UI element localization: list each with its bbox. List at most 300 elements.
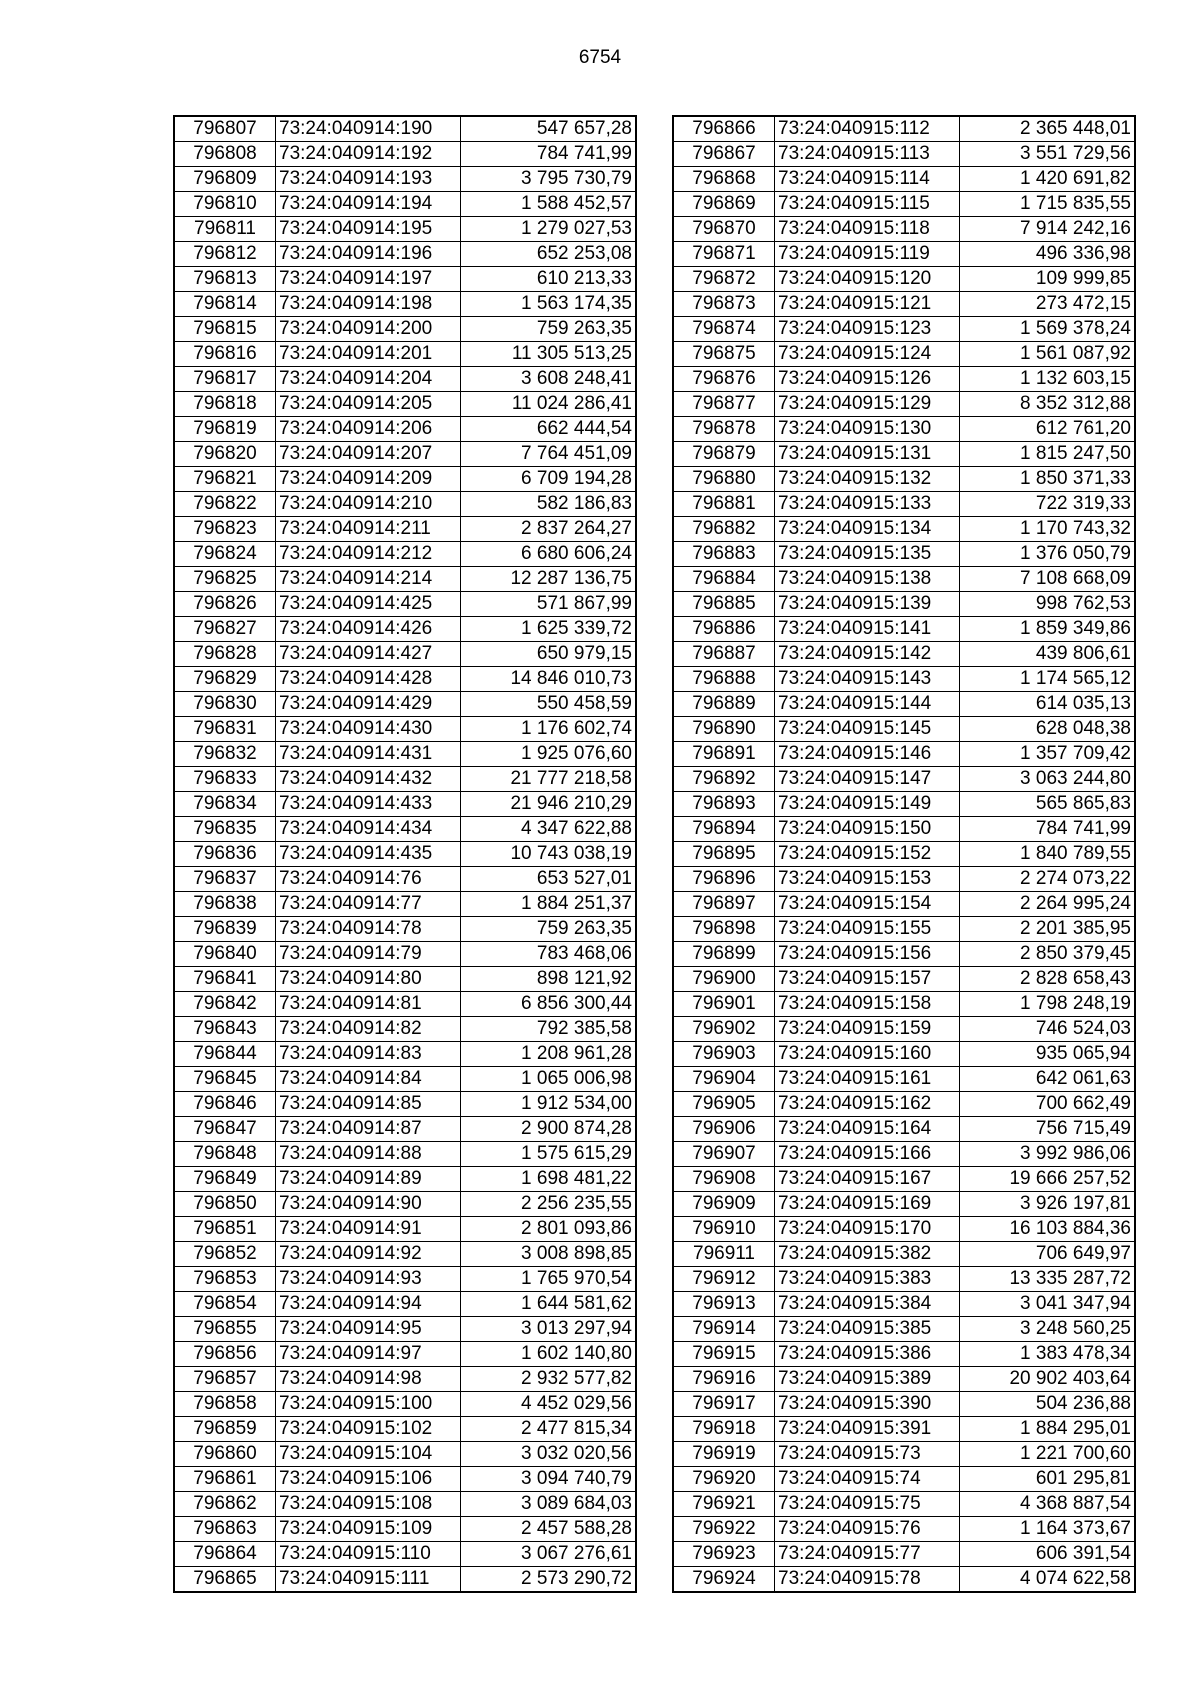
value-cell: 8 352 312,88 bbox=[960, 392, 1136, 417]
row-number-cell: 796807 bbox=[174, 116, 276, 142]
value-cell: 784 741,99 bbox=[461, 142, 637, 167]
value-cell: 2 850 379,45 bbox=[960, 942, 1136, 967]
cadastral-number-cell: 73:24:040914:98 bbox=[276, 1367, 461, 1392]
cadastral-number-cell: 73:24:040915:147 bbox=[775, 767, 960, 792]
value-cell: 2 573 290,72 bbox=[461, 1567, 637, 1593]
cadastral-number-cell: 73:24:040915:143 bbox=[775, 667, 960, 692]
row-number-cell: 796812 bbox=[174, 242, 276, 267]
value-cell: 547 657,28 bbox=[461, 116, 637, 142]
value-cell: 582 186,83 bbox=[461, 492, 637, 517]
table-row bbox=[673, 442, 1135, 467]
table-row bbox=[174, 1317, 636, 1342]
value-cell: 2 900 874,28 bbox=[461, 1117, 637, 1142]
cadastral-number-cell: 73:24:040915:111 bbox=[276, 1567, 461, 1593]
row-number-cell: 796914 bbox=[673, 1317, 775, 1342]
row-number-cell: 796892 bbox=[673, 767, 775, 792]
table-row bbox=[673, 567, 1135, 592]
row-number-cell: 796811 bbox=[174, 217, 276, 242]
cadastral-number-cell: 73:24:040915:119 bbox=[775, 242, 960, 267]
table-row bbox=[673, 617, 1135, 642]
table-row bbox=[673, 367, 1135, 392]
table-row bbox=[174, 1142, 636, 1167]
value-cell: 1 164 373,67 bbox=[960, 1517, 1136, 1542]
row-number-cell: 796913 bbox=[673, 1292, 775, 1317]
row-number-cell: 796882 bbox=[673, 517, 775, 542]
value-cell: 1 644 581,62 bbox=[461, 1292, 637, 1317]
row-number-cell: 796919 bbox=[673, 1442, 775, 1467]
row-number-cell: 796864 bbox=[174, 1542, 276, 1567]
cadastral-number-cell: 73:24:040914:198 bbox=[276, 292, 461, 317]
cadastral-number-cell: 73:24:040914:195 bbox=[276, 217, 461, 242]
value-cell: 1 884 251,37 bbox=[461, 892, 637, 917]
value-cell: 2 477 815,34 bbox=[461, 1417, 637, 1442]
row-number-cell: 796868 bbox=[673, 167, 775, 192]
table-row bbox=[673, 142, 1135, 167]
table-row bbox=[673, 942, 1135, 967]
cadastral-number-cell: 73:24:040914:433 bbox=[276, 792, 461, 817]
cadastral-number-cell: 73:24:040915:150 bbox=[775, 817, 960, 842]
row-number-cell: 796897 bbox=[673, 892, 775, 917]
row-number-cell: 796851 bbox=[174, 1217, 276, 1242]
value-cell: 706 649,97 bbox=[960, 1242, 1136, 1267]
value-cell: 1 279 027,53 bbox=[461, 217, 637, 242]
table-row bbox=[673, 767, 1135, 792]
table-row bbox=[174, 267, 636, 292]
row-number-cell: 796890 bbox=[673, 717, 775, 742]
row-number-cell: 796826 bbox=[174, 592, 276, 617]
value-cell: 3 248 560,25 bbox=[960, 1317, 1136, 1342]
table-row bbox=[673, 1542, 1135, 1567]
row-number-cell: 796900 bbox=[673, 967, 775, 992]
cadastral-number-cell: 73:24:040915:73 bbox=[775, 1442, 960, 1467]
row-number-cell: 796874 bbox=[673, 317, 775, 342]
table-row bbox=[174, 1467, 636, 1492]
row-number-cell: 796827 bbox=[174, 617, 276, 642]
row-number-cell: 796881 bbox=[673, 492, 775, 517]
value-cell: 2 801 093,86 bbox=[461, 1217, 637, 1242]
cadastral-number-cell: 73:24:040914:204 bbox=[276, 367, 461, 392]
table-row bbox=[673, 1067, 1135, 1092]
value-cell: 1 884 295,01 bbox=[960, 1417, 1136, 1442]
cadastral-number-cell: 73:24:040914:207 bbox=[276, 442, 461, 467]
table-row bbox=[174, 1292, 636, 1317]
row-number-cell: 796898 bbox=[673, 917, 775, 942]
value-cell: 1 925 076,60 bbox=[461, 742, 637, 767]
row-number-cell: 796840 bbox=[174, 942, 276, 967]
value-cell: 3 032 020,56 bbox=[461, 1442, 637, 1467]
table-row bbox=[673, 992, 1135, 1017]
value-cell: 759 263,35 bbox=[461, 917, 637, 942]
cadastral-number-cell: 73:24:040915:77 bbox=[775, 1542, 960, 1567]
row-number-cell: 796838 bbox=[174, 892, 276, 917]
value-cell: 7 108 668,09 bbox=[960, 567, 1136, 592]
cadastral-number-cell: 73:24:040915:384 bbox=[775, 1292, 960, 1317]
value-cell: 13 335 287,72 bbox=[960, 1267, 1136, 1292]
cadastral-number-cell: 73:24:040914:91 bbox=[276, 1217, 461, 1242]
value-cell: 652 253,08 bbox=[461, 242, 637, 267]
row-number-cell: 796809 bbox=[174, 167, 276, 192]
cadastral-number-cell: 73:24:040914:76 bbox=[276, 867, 461, 892]
table-row bbox=[174, 992, 636, 1017]
value-cell: 3 089 684,03 bbox=[461, 1492, 637, 1517]
row-number-cell: 796837 bbox=[174, 867, 276, 892]
table-row bbox=[673, 1017, 1135, 1042]
row-number-cell: 796866 bbox=[673, 116, 775, 142]
cadastral-number-cell: 73:24:040915:155 bbox=[775, 917, 960, 942]
cadastral-number-cell: 73:24:040915:157 bbox=[775, 967, 960, 992]
value-cell: 1 815 247,50 bbox=[960, 442, 1136, 467]
cadastral-number-cell: 73:24:040915:382 bbox=[775, 1242, 960, 1267]
value-cell: 601 295,81 bbox=[960, 1467, 1136, 1492]
value-cell: 21 777 218,58 bbox=[461, 767, 637, 792]
value-cell: 1 383 478,34 bbox=[960, 1342, 1136, 1367]
table-row bbox=[673, 792, 1135, 817]
cadastral-number-cell: 73:24:040914:210 bbox=[276, 492, 461, 517]
row-number-cell: 796880 bbox=[673, 467, 775, 492]
value-cell: 1 625 339,72 bbox=[461, 617, 637, 642]
row-number-cell: 796862 bbox=[174, 1492, 276, 1517]
row-number-cell: 796816 bbox=[174, 342, 276, 367]
table-row bbox=[174, 1267, 636, 1292]
table-row bbox=[673, 1167, 1135, 1192]
table-row bbox=[174, 1192, 636, 1217]
row-number-cell: 796923 bbox=[673, 1542, 775, 1567]
table-row bbox=[673, 717, 1135, 742]
cadastral-number-cell: 73:24:040915:132 bbox=[775, 467, 960, 492]
table-row bbox=[673, 1217, 1135, 1242]
row-number-cell: 796902 bbox=[673, 1017, 775, 1042]
value-cell: 19 666 257,52 bbox=[960, 1167, 1136, 1192]
cadastral-number-cell: 73:24:040915:123 bbox=[775, 317, 960, 342]
cadastral-number-cell: 73:24:040914:197 bbox=[276, 267, 461, 292]
value-cell: 935 065,94 bbox=[960, 1042, 1136, 1067]
row-number-cell: 796870 bbox=[673, 217, 775, 242]
cadastral-number-cell: 73:24:040915:126 bbox=[775, 367, 960, 392]
row-number-cell: 796908 bbox=[673, 1167, 775, 1192]
cadastral-number-cell: 73:24:040914:193 bbox=[276, 167, 461, 192]
table-row bbox=[673, 1192, 1135, 1217]
row-number-cell: 796905 bbox=[673, 1092, 775, 1117]
row-number-cell: 796844 bbox=[174, 1042, 276, 1067]
table-row bbox=[174, 217, 636, 242]
cadastral-table-left bbox=[173, 115, 637, 1593]
table-row bbox=[673, 267, 1135, 292]
row-number-cell: 796911 bbox=[673, 1242, 775, 1267]
value-cell: 1 357 709,42 bbox=[960, 742, 1136, 767]
table-row bbox=[174, 1217, 636, 1242]
row-number-cell: 796863 bbox=[174, 1517, 276, 1542]
cadastral-number-cell: 73:24:040914:82 bbox=[276, 1017, 461, 1042]
table-row bbox=[673, 867, 1135, 892]
row-number-cell: 796814 bbox=[174, 292, 276, 317]
row-number-cell: 796910 bbox=[673, 1217, 775, 1242]
value-cell: 12 287 136,75 bbox=[461, 567, 637, 592]
value-cell: 650 979,15 bbox=[461, 642, 637, 667]
cadastral-number-cell: 73:24:040915:112 bbox=[775, 116, 960, 142]
cadastral-number-cell: 73:24:040915:133 bbox=[775, 492, 960, 517]
table-row bbox=[174, 367, 636, 392]
table-row bbox=[673, 1392, 1135, 1417]
table-row bbox=[174, 617, 636, 642]
cadastral-number-cell: 73:24:040915:139 bbox=[775, 592, 960, 617]
value-cell: 1 132 603,15 bbox=[960, 367, 1136, 392]
value-cell: 614 035,13 bbox=[960, 692, 1136, 717]
table-row bbox=[174, 1392, 636, 1417]
row-number-cell: 796822 bbox=[174, 492, 276, 517]
value-cell: 1 602 140,80 bbox=[461, 1342, 637, 1367]
row-number-cell: 796871 bbox=[673, 242, 775, 267]
table-row bbox=[673, 1292, 1135, 1317]
table-row bbox=[673, 1242, 1135, 1267]
cadastral-number-cell: 73:24:040915:156 bbox=[775, 942, 960, 967]
table-row bbox=[174, 192, 636, 217]
cadastral-number-cell: 73:24:040915:391 bbox=[775, 1417, 960, 1442]
value-cell: 1 174 565,12 bbox=[960, 667, 1136, 692]
value-cell: 3 063 244,80 bbox=[960, 767, 1136, 792]
table-row bbox=[673, 1042, 1135, 1067]
cadastral-number-cell: 73:24:040915:113 bbox=[775, 142, 960, 167]
cadastral-number-cell: 73:24:040915:135 bbox=[775, 542, 960, 567]
cadastral-number-cell: 73:24:040915:141 bbox=[775, 617, 960, 642]
cadastral-number-cell: 73:24:040914:85 bbox=[276, 1092, 461, 1117]
cadastral-number-cell: 73:24:040915:144 bbox=[775, 692, 960, 717]
cadastral-number-cell: 73:24:040914:435 bbox=[276, 842, 461, 867]
table-row bbox=[174, 417, 636, 442]
row-number-cell: 796813 bbox=[174, 267, 276, 292]
row-number-cell: 796889 bbox=[673, 692, 775, 717]
table-row bbox=[673, 642, 1135, 667]
cadastral-number-cell: 73:24:040915:124 bbox=[775, 342, 960, 367]
value-cell: 1 170 743,32 bbox=[960, 517, 1136, 542]
cadastral-number-cell: 73:24:040915:115 bbox=[775, 192, 960, 217]
table-row bbox=[673, 1367, 1135, 1392]
cadastral-number-cell: 73:24:040914:77 bbox=[276, 892, 461, 917]
table-row bbox=[673, 517, 1135, 542]
row-number-cell: 796860 bbox=[174, 1442, 276, 1467]
cadastral-number-cell: 73:24:040914:81 bbox=[276, 992, 461, 1017]
value-cell: 6 709 194,28 bbox=[461, 467, 637, 492]
row-number-cell: 796859 bbox=[174, 1417, 276, 1442]
cadastral-number-cell: 73:24:040915:169 bbox=[775, 1192, 960, 1217]
cadastral-number-cell: 73:24:040915:166 bbox=[775, 1142, 960, 1167]
table-row bbox=[673, 892, 1135, 917]
row-number-cell: 796875 bbox=[673, 342, 775, 367]
cadastral-number-cell: 73:24:040914:87 bbox=[276, 1117, 461, 1142]
cadastral-number-cell: 73:24:040914:434 bbox=[276, 817, 461, 842]
row-number-cell: 796891 bbox=[673, 742, 775, 767]
value-cell: 1 715 835,55 bbox=[960, 192, 1136, 217]
cadastral-number-cell: 73:24:040914:431 bbox=[276, 742, 461, 767]
row-number-cell: 796856 bbox=[174, 1342, 276, 1367]
table-row bbox=[174, 767, 636, 792]
table-row bbox=[174, 167, 636, 192]
row-number-cell: 796861 bbox=[174, 1467, 276, 1492]
table-row bbox=[673, 542, 1135, 567]
table-row bbox=[174, 1017, 636, 1042]
value-cell: 628 048,38 bbox=[960, 717, 1136, 742]
value-cell: 3 551 729,56 bbox=[960, 142, 1136, 167]
row-number-cell: 796808 bbox=[174, 142, 276, 167]
row-number-cell: 796896 bbox=[673, 867, 775, 892]
cadastral-number-cell: 73:24:040914:426 bbox=[276, 617, 461, 642]
value-cell: 109 999,85 bbox=[960, 267, 1136, 292]
table-row bbox=[673, 492, 1135, 517]
table-row bbox=[174, 792, 636, 817]
row-number-cell: 796894 bbox=[673, 817, 775, 842]
table-row bbox=[673, 292, 1135, 317]
cadastral-table-right bbox=[672, 115, 1136, 1593]
row-number-cell: 796820 bbox=[174, 442, 276, 467]
value-cell: 3 926 197,81 bbox=[960, 1192, 1136, 1217]
row-number-cell: 796858 bbox=[174, 1392, 276, 1417]
row-number-cell: 796878 bbox=[673, 417, 775, 442]
table-row bbox=[174, 1092, 636, 1117]
table-row bbox=[174, 817, 636, 842]
table-row bbox=[174, 1542, 636, 1567]
table-row bbox=[174, 542, 636, 567]
value-cell: 1 588 452,57 bbox=[461, 192, 637, 217]
value-cell: 21 946 210,29 bbox=[461, 792, 637, 817]
value-cell: 11 024 286,41 bbox=[461, 392, 637, 417]
cadastral-number-cell: 73:24:040915:390 bbox=[775, 1392, 960, 1417]
cadastral-number-cell: 73:24:040915:149 bbox=[775, 792, 960, 817]
value-cell: 1 563 174,35 bbox=[461, 292, 637, 317]
cadastral-number-cell: 73:24:040914:90 bbox=[276, 1192, 461, 1217]
value-cell: 3 041 347,94 bbox=[960, 1292, 1136, 1317]
value-cell: 3 008 898,85 bbox=[461, 1242, 637, 1267]
cadastral-number-cell: 73:24:040915:154 bbox=[775, 892, 960, 917]
table-row bbox=[174, 1067, 636, 1092]
value-cell: 722 319,33 bbox=[960, 492, 1136, 517]
row-number-cell: 796843 bbox=[174, 1017, 276, 1042]
value-cell: 1 765 970,54 bbox=[461, 1267, 637, 1292]
table-row bbox=[673, 1417, 1135, 1442]
table-row bbox=[673, 1517, 1135, 1542]
row-number-cell: 796903 bbox=[673, 1042, 775, 1067]
cadastral-number-cell: 73:24:040915:114 bbox=[775, 167, 960, 192]
row-number-cell: 796833 bbox=[174, 767, 276, 792]
cadastral-number-cell: 73:24:040915:161 bbox=[775, 1067, 960, 1092]
value-cell: 612 761,20 bbox=[960, 417, 1136, 442]
value-cell: 792 385,58 bbox=[461, 1017, 637, 1042]
value-cell: 2 201 385,95 bbox=[960, 917, 1136, 942]
value-cell: 606 391,54 bbox=[960, 1542, 1136, 1567]
value-cell: 784 741,99 bbox=[960, 817, 1136, 842]
row-number-cell: 796839 bbox=[174, 917, 276, 942]
table-row bbox=[673, 1467, 1135, 1492]
table-row bbox=[174, 1517, 636, 1542]
cadastral-number-cell: 73:24:040915:106 bbox=[276, 1467, 461, 1492]
cadastral-number-cell: 73:24:040914:427 bbox=[276, 642, 461, 667]
value-cell: 504 236,88 bbox=[960, 1392, 1136, 1417]
cadastral-number-cell: 73:24:040914:78 bbox=[276, 917, 461, 942]
row-number-cell: 796815 bbox=[174, 317, 276, 342]
value-cell: 1 208 961,28 bbox=[461, 1042, 637, 1067]
table-row bbox=[174, 492, 636, 517]
table-row bbox=[174, 667, 636, 692]
cadastral-number-cell: 73:24:040915:164 bbox=[775, 1117, 960, 1142]
value-cell: 653 527,01 bbox=[461, 867, 637, 892]
table-row bbox=[174, 1367, 636, 1392]
value-cell: 14 846 010,73 bbox=[461, 667, 637, 692]
cadastral-number-cell: 73:24:040915:120 bbox=[775, 267, 960, 292]
row-number-cell: 796873 bbox=[673, 292, 775, 317]
page-number: 6754 bbox=[578, 47, 622, 68]
table-row bbox=[673, 417, 1135, 442]
table-row bbox=[673, 667, 1135, 692]
cadastral-number-cell: 73:24:040915:162 bbox=[775, 1092, 960, 1117]
table-row bbox=[174, 567, 636, 592]
cadastral-number-cell: 73:24:040915:152 bbox=[775, 842, 960, 867]
row-number-cell: 796841 bbox=[174, 967, 276, 992]
value-cell: 756 715,49 bbox=[960, 1117, 1136, 1142]
table-row bbox=[673, 1092, 1135, 1117]
cadastral-number-cell: 73:24:040914:92 bbox=[276, 1242, 461, 1267]
value-cell: 6 680 606,24 bbox=[461, 542, 637, 567]
cadastral-number-cell: 73:24:040915:138 bbox=[775, 567, 960, 592]
row-number-cell: 796904 bbox=[673, 1067, 775, 1092]
value-cell: 1 176 602,74 bbox=[461, 717, 637, 742]
value-cell: 571 867,99 bbox=[461, 592, 637, 617]
row-number-cell: 796854 bbox=[174, 1292, 276, 1317]
row-number-cell: 796832 bbox=[174, 742, 276, 767]
value-cell: 1 420 691,82 bbox=[960, 167, 1136, 192]
cadastral-number-cell: 73:24:040914:209 bbox=[276, 467, 461, 492]
cadastral-number-cell: 73:24:040914:430 bbox=[276, 717, 461, 742]
value-cell: 2 264 995,24 bbox=[960, 892, 1136, 917]
table-row bbox=[174, 1417, 636, 1442]
row-number-cell: 796849 bbox=[174, 1167, 276, 1192]
cadastral-number-cell: 73:24:040914:428 bbox=[276, 667, 461, 692]
row-number-cell: 796831 bbox=[174, 717, 276, 742]
row-number-cell: 796865 bbox=[174, 1567, 276, 1593]
cadastral-number-cell: 73:24:040914:425 bbox=[276, 592, 461, 617]
table-row bbox=[673, 242, 1135, 267]
row-number-cell: 796853 bbox=[174, 1267, 276, 1292]
table-row bbox=[174, 1242, 636, 1267]
cadastral-number-cell: 73:24:040915:146 bbox=[775, 742, 960, 767]
cadastral-number-cell: 73:24:040914:97 bbox=[276, 1342, 461, 1367]
cadastral-number-cell: 73:24:040914:200 bbox=[276, 317, 461, 342]
cadastral-number-cell: 73:24:040915:389 bbox=[775, 1367, 960, 1392]
value-cell: 898 121,92 bbox=[461, 967, 637, 992]
cadastral-number-cell: 73:24:040914:212 bbox=[276, 542, 461, 567]
value-cell: 1 698 481,22 bbox=[461, 1167, 637, 1192]
row-number-cell: 796829 bbox=[174, 667, 276, 692]
table-row bbox=[673, 842, 1135, 867]
row-number-cell: 796877 bbox=[673, 392, 775, 417]
value-cell: 1 561 087,92 bbox=[960, 342, 1136, 367]
table-row bbox=[673, 967, 1135, 992]
value-cell: 700 662,49 bbox=[960, 1092, 1136, 1117]
cadastral-number-cell: 73:24:040915:153 bbox=[775, 867, 960, 892]
table-row bbox=[174, 642, 636, 667]
value-cell: 10 743 038,19 bbox=[461, 842, 637, 867]
row-number-cell: 796924 bbox=[673, 1567, 775, 1593]
value-cell: 1 569 378,24 bbox=[960, 317, 1136, 342]
cadastral-number-cell: 73:24:040914:194 bbox=[276, 192, 461, 217]
row-number-cell: 796810 bbox=[174, 192, 276, 217]
row-number-cell: 796869 bbox=[673, 192, 775, 217]
table-row bbox=[673, 192, 1135, 217]
table-row bbox=[673, 692, 1135, 717]
cadastral-number-cell: 73:24:040914:214 bbox=[276, 567, 461, 592]
row-number-cell: 796895 bbox=[673, 842, 775, 867]
value-cell: 2 274 073,22 bbox=[960, 867, 1136, 892]
value-cell: 642 061,63 bbox=[960, 1067, 1136, 1092]
value-cell: 662 444,54 bbox=[461, 417, 637, 442]
row-number-cell: 796893 bbox=[673, 792, 775, 817]
